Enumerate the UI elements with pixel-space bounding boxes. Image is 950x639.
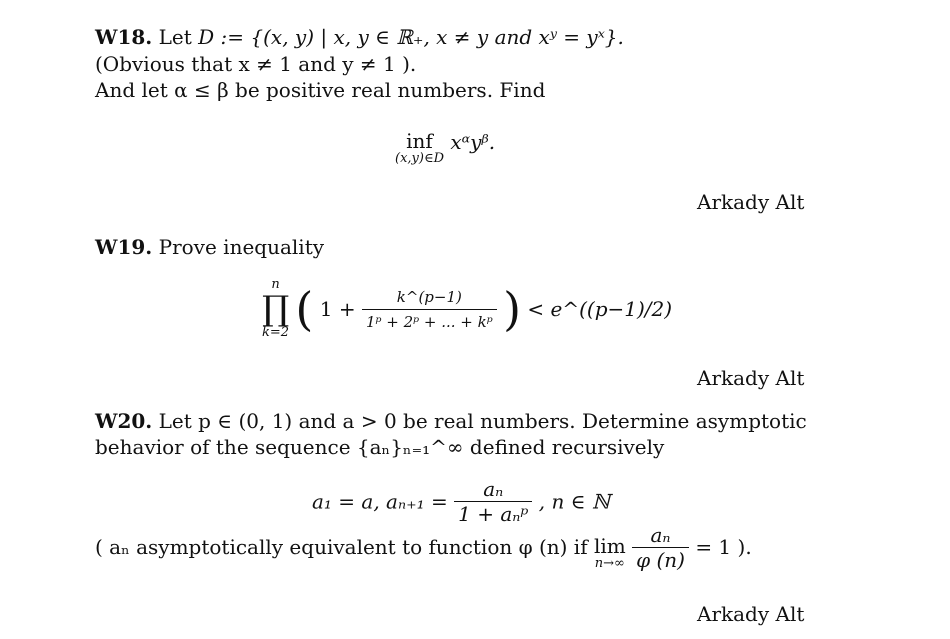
w19-prod-upper: n: [271, 277, 280, 292]
w18-line3: And let α ≤ β be positive real numbers. Find: [95, 78, 546, 102]
w18-inf-operator: inf: [406, 129, 433, 153]
w18-inf-expression: xᵅyᵝ.: [450, 130, 496, 154]
w20-recurrence-display: [312, 477, 610, 526]
w20-line1: [95, 409, 807, 433]
w19-author: Arkady Alt: [697, 366, 805, 390]
w20-line2: behavior of the sequence {aₙ}ₙ₌₁^∞ defined recursively: [95, 435, 665, 459]
w18-line1: [95, 25, 624, 49]
w19-right-paren: ): [503, 282, 522, 336]
w18-line2: (Obvious that x ≠ 1 and y ≠ 1 ).: [95, 52, 417, 76]
w19-line1-text: Prove inequality: [158, 235, 325, 259]
w20-note: [95, 523, 752, 572]
w19-prod-lower: k=2: [262, 325, 290, 340]
w20-lim-word: lim: [593, 534, 626, 558]
w18-line1-prefix: Let: [158, 25, 192, 49]
w19-rhs: < e^((p−1)/2): [527, 297, 673, 321]
w20-label: W20.: [95, 409, 153, 433]
w20-recurrence-lhs: a₁ = a, aₙ₊₁ =: [312, 489, 448, 514]
w20-note-prefix: ( aₙ asymptotically equivalent to function φ (n) if: [95, 535, 588, 559]
w20-recurrence-denominator: 1 + aₙᵖ: [454, 501, 532, 526]
w20-note-numerator: aₙ: [650, 523, 671, 547]
w20-recurrence-numerator: aₙ: [483, 477, 504, 501]
w20-recurrence-tail: , n ∈ ℕ: [538, 489, 611, 514]
w19-inequality-display: [262, 278, 672, 348]
w19-left-paren: (: [295, 282, 314, 336]
w18-infimum-display: [395, 130, 495, 166]
w20-lim-subscript: n→∞: [594, 556, 625, 571]
w18-author: Arkady Alt: [697, 190, 805, 214]
w19-frac-numerator: k^(p−1): [396, 287, 462, 306]
w20-note-denominator: φ (n): [632, 547, 689, 572]
w18-inf-subscript: (x,y)∈D: [395, 151, 444, 166]
w19-product-symbol: ∏: [262, 289, 290, 329]
w18-label: W18.: [95, 25, 153, 49]
w19-label: W19.: [95, 235, 153, 259]
w20-line1-math: p ∈ (0, 1) and a > 0 be real numbers. Determine asymptotic: [198, 409, 807, 433]
w19-one-plus: 1 +: [319, 297, 356, 321]
w19-line1: [95, 235, 324, 259]
w20-note-tail: = 1 ).: [695, 535, 752, 559]
w20-author: Arkady Alt: [697, 602, 805, 626]
w19-frac-denominator: 1ᵖ + 2ᵖ + ... + kᵖ: [362, 309, 497, 334]
w20-line1-prefix: Let: [158, 409, 192, 433]
w18-set-definition: D := {(x, y) | x, y ∈ ℝ₊, x ≠ y and xʸ = yˣ}.: [198, 25, 624, 49]
